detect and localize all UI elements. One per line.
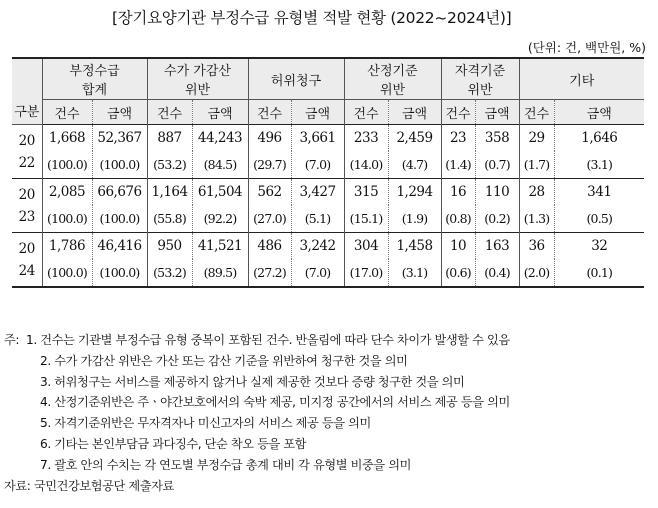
percent-cell: (0.6) xyxy=(441,259,475,287)
percent-cell: (100.0) xyxy=(42,205,92,233)
header-category: 구분 xyxy=(12,58,42,125)
footnote-text: 4. 산정기준위반은 주ㆍ야간보호에서의 숙박 제공, 미지정 공간에서의 서비스 제공 등을 의미 xyxy=(40,395,510,410)
header-amount: 금액 xyxy=(554,100,644,125)
percent-cell: (100.0) xyxy=(42,259,92,287)
header-count: 건수 xyxy=(344,100,388,125)
percent-cell: (0.8) xyxy=(441,205,475,233)
amount-cell: 61,504 xyxy=(192,179,248,206)
footnote-item xyxy=(4,413,654,434)
footnote-item xyxy=(4,372,654,393)
header-row-groups xyxy=(12,58,644,100)
amount-cell: 46,416 xyxy=(92,233,147,260)
percent-cell: (2.0) xyxy=(519,259,554,287)
header-count: 건수 xyxy=(248,100,291,125)
percent-cell: (1.9) xyxy=(388,205,441,233)
footnote-text: 1. 건수는 기관별 부정수급 유형 중복이 포함된 건수. 반올림에 따라 단수 차이가 발생할 수 있음 xyxy=(26,333,510,347)
count-cell: 304 xyxy=(344,233,388,260)
percent-cell: (92.2) xyxy=(192,205,248,233)
percent-cell: (100.0) xyxy=(92,205,147,233)
percent-cell: (53.2) xyxy=(147,151,192,179)
source-note: 자료: 국민건강보험공단 제출자료 xyxy=(4,478,174,493)
amount-cell: 44,243 xyxy=(192,125,248,152)
header-count: 건수 xyxy=(519,100,554,125)
footnote-item xyxy=(4,455,654,476)
header-count: 건수 xyxy=(147,100,192,125)
count-cell: 29 xyxy=(519,125,554,152)
amount-cell: 66,676 xyxy=(92,179,147,206)
percent-cell: (0.2) xyxy=(475,205,519,233)
table-row xyxy=(12,179,644,206)
header-amount: 금액 xyxy=(388,100,441,125)
percent-cell: (27.0) xyxy=(248,205,291,233)
amount-cell: 3,242 xyxy=(291,233,344,260)
footnote-list xyxy=(4,330,654,476)
amount-cell: 358 xyxy=(475,125,519,152)
percent-cell: (3.1) xyxy=(388,259,441,287)
amount-cell: 163 xyxy=(475,233,519,260)
header-group-fee: 수가 가감산 위반 xyxy=(147,58,248,100)
footnote-text: 7. 괄호 안의 수치는 각 연도별 부정수급 총계 대비 각 유형별 비중을 의미 xyxy=(40,457,411,472)
percent-cell: (29.7) xyxy=(248,151,291,179)
footnote-text: 2. 수가 가감산 위반은 가산 또는 감산 기준을 위반하여 청구한 것을 의미 xyxy=(40,353,408,368)
count-cell: 233 xyxy=(344,125,388,152)
table-row xyxy=(12,125,644,152)
percent-cell: (0.1) xyxy=(554,259,644,287)
header-amount: 금액 xyxy=(92,100,147,125)
percent-cell: (84.5) xyxy=(192,151,248,179)
fraud-table xyxy=(12,57,644,288)
header-amount: 금액 xyxy=(192,100,248,125)
percent-cell: (15.1) xyxy=(344,205,388,233)
percent-cell: (89.5) xyxy=(192,259,248,287)
footnote-item xyxy=(4,330,654,351)
count-cell: 36 xyxy=(519,233,554,260)
percent-cell: (53.2) xyxy=(147,259,192,287)
header-group-calc: 산정기준 위반 xyxy=(344,58,441,100)
unit-label: (단위: 건, 백만원, %) xyxy=(527,40,646,55)
count-cell: 23 xyxy=(441,125,475,152)
amount-cell: 2,459 xyxy=(388,125,441,152)
percent-cell: (14.0) xyxy=(344,151,388,179)
footnote-text: 3. 허위청구는 서비스를 제공하지 않거나 실제 제공한 것보다 증량 청구한 것을 의미 xyxy=(40,374,465,389)
footnotes xyxy=(4,330,654,496)
count-cell: 16 xyxy=(441,179,475,206)
header-group-total: 부정수급 합계 xyxy=(42,58,147,100)
footnote-item xyxy=(4,351,654,372)
table-title: [장기요양기관 부정수급 유형별 적발 현황 (2022~2024년)] xyxy=(112,9,512,27)
amount-cell: 41,521 xyxy=(192,233,248,260)
footnote-text: 6. 기타는 본인부담금 과다징수, 단순 착오 등을 포함 xyxy=(40,436,307,451)
year-cell: 20 24 xyxy=(12,233,42,288)
footnote-item xyxy=(4,434,654,455)
percent-cell: (0.7) xyxy=(475,151,519,179)
count-cell: 486 xyxy=(248,233,291,260)
footnote-text: 5. 자격기준위반은 무자격자나 미신고자의 서비스 제공 등을 의미 xyxy=(40,416,371,431)
percent-cell: (100.0) xyxy=(92,259,147,287)
amount-cell: 110 xyxy=(475,179,519,206)
footnote-item xyxy=(4,392,654,413)
percent-cell: (27.2) xyxy=(248,259,291,287)
percent-cell: (7.0) xyxy=(291,259,344,287)
header-group-etc: 기타 xyxy=(519,58,644,100)
count-cell: 10 xyxy=(441,233,475,260)
count-cell: 1,164 xyxy=(147,179,192,206)
percent-cell: (17.0) xyxy=(344,259,388,287)
percent-cell: (0.5) xyxy=(554,205,644,233)
count-cell: 1,786 xyxy=(42,233,92,260)
year-cell: 20 23 xyxy=(12,179,42,233)
amount-cell: 32 xyxy=(554,233,644,260)
amount-cell: 1,646 xyxy=(554,125,644,152)
count-cell: 562 xyxy=(248,179,291,206)
percent-cell: (1.3) xyxy=(519,205,554,233)
table-row xyxy=(12,233,644,260)
percent-cell: (1.4) xyxy=(441,151,475,179)
header-count: 건수 xyxy=(441,100,475,125)
amount-cell: 1,458 xyxy=(388,233,441,260)
percent-cell: (4.7) xyxy=(388,151,441,179)
header-count: 건수 xyxy=(42,100,92,125)
amount-cell: 1,294 xyxy=(388,179,441,206)
footnote-prefix: 주: xyxy=(4,333,20,347)
table-row-percent xyxy=(12,151,644,179)
count-cell: 28 xyxy=(519,179,554,206)
table-row-percent xyxy=(12,205,644,233)
amount-cell: 3,427 xyxy=(291,179,344,206)
amount-cell: 52,367 xyxy=(92,125,147,152)
percent-cell: (100.0) xyxy=(42,151,92,179)
table-body xyxy=(12,125,644,288)
header-amount: 금액 xyxy=(291,100,344,125)
table-row-percent xyxy=(12,259,644,287)
count-cell: 315 xyxy=(344,179,388,206)
header-amount: 금액 xyxy=(475,100,519,125)
percent-cell: (1.7) xyxy=(519,151,554,179)
header-group-qualification: 자격기준 위반 xyxy=(441,58,519,100)
amount-cell: 341 xyxy=(554,179,644,206)
percent-cell: (55.8) xyxy=(147,205,192,233)
count-cell: 496 xyxy=(248,125,291,152)
percent-cell: (100.0) xyxy=(92,151,147,179)
percent-cell: (5.1) xyxy=(291,205,344,233)
percent-cell: (3.1) xyxy=(554,151,644,179)
percent-cell: (7.0) xyxy=(291,151,344,179)
header-group-false-claim: 허위청구 xyxy=(248,58,344,100)
count-cell: 1,668 xyxy=(42,125,92,152)
header-row-subcols xyxy=(12,100,644,125)
amount-cell: 3,661 xyxy=(291,125,344,152)
year-cell: 20 22 xyxy=(12,125,42,179)
percent-cell: (0.4) xyxy=(475,259,519,287)
count-cell: 887 xyxy=(147,125,192,152)
count-cell: 950 xyxy=(147,233,192,260)
count-cell: 2,085 xyxy=(42,179,92,206)
